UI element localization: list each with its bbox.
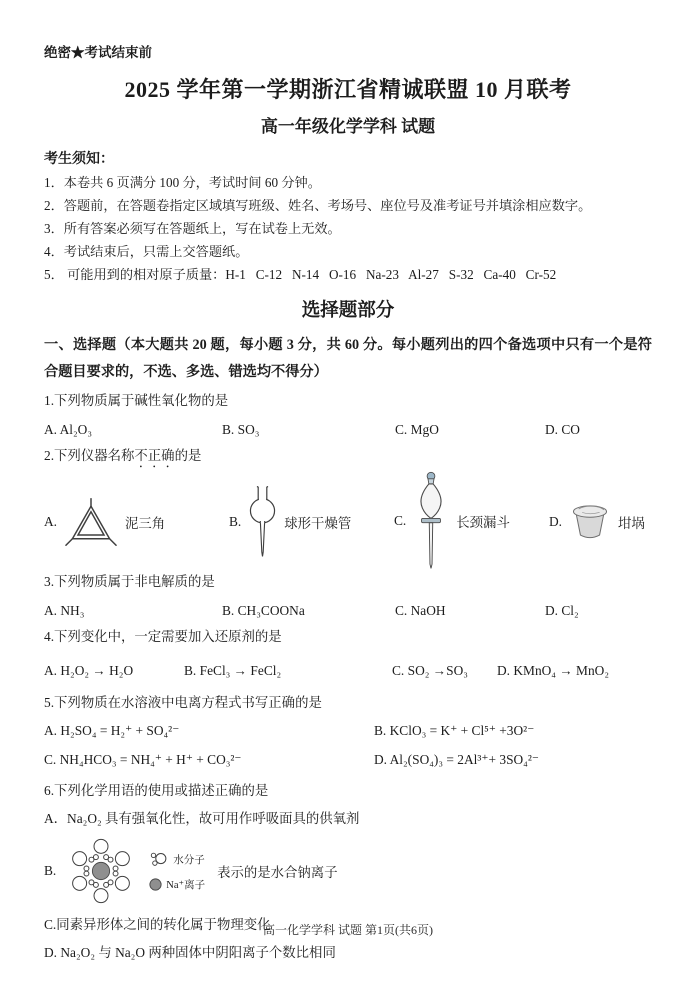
exam-title: 2025 学年第一学期浙江省精诚联盟 10 月联考 (124, 77, 572, 102)
q6-b-caption: 表示的是水合钠离子 (217, 864, 338, 880)
classification-banner: 绝密★考试结束前 (44, 45, 152, 60)
instrument-name: 泥三角 (125, 515, 166, 531)
q4-option-a: A. H₂O₂ → H₂O (44, 663, 134, 678)
notice-item-5: 5． 可能用到的相对原子质量：H-1 C-12 N-14 O-16 Na-23 Al-27 S-32 Ca-40 Cr-52 (44, 267, 557, 282)
notice-item-4: 4．考试结束后，只需上交答题纸。 (44, 244, 249, 259)
question-3-options (44, 600, 652, 622)
section-intro: 一、选择题（本大题共 20 题，每小题 3 分，共 60 分。每小题列出的四个备选项中只有一个是符合题目要求的，不选、多选、错选均不得分） (44, 337, 652, 380)
water-molecule-icon (148, 851, 170, 868)
notice-item-1: 1．本卷共 6 页满分 100 分，考试时间 60 分钟。 (44, 175, 321, 190)
q2-stem-emphasis: 不正确 (134, 448, 175, 463)
question-3-stem: 3.下列物质属于非电解质的是 (44, 574, 215, 589)
q5-option-b: B. KClO₃ = K⁺ + Cl⁵⁺ +3O²⁻ (374, 723, 535, 738)
question-5-stem: 5.下列物质在水溶液中电离方程式书写正确的是 (44, 695, 322, 710)
q6-option-c: C.同素异形体之间的转化属于物理变化 (44, 917, 271, 932)
q2-option-d (549, 502, 652, 542)
q2-option-a (44, 496, 229, 548)
notice-item-2: 2．答题前，在答题卷指定区域填写班级、姓名、考场号、座位号及准考证号并填涂相应数字。 (44, 198, 592, 213)
question-1-options (44, 419, 652, 441)
q4-option-b: B. FeCl₃ → FeCl₂ (184, 663, 282, 678)
legend-sodium-ion (148, 877, 205, 892)
q6-option-a: A．Na₂O₂ 具有强氧化性，故可用作呼吸面具的供氧剂 (44, 811, 360, 826)
q3-option-b: B. CH₃COONa (222, 603, 305, 618)
clay-triangle-icon (63, 496, 119, 548)
page-footer: 高一化学学科 试题 第1页(共6页) (263, 923, 433, 937)
q1-option-c: C. MgO (395, 422, 439, 437)
question-4-stem: 4.下列变化中，一定需要加入还原剂的是 (44, 629, 282, 644)
q2-letter-c: C. (394, 513, 407, 528)
legend-ion-label: Na⁺离子 (166, 879, 206, 891)
q6-letter-b: B. (44, 863, 57, 878)
question-1-stem: 1.下列物质属于碱性氧化物的是 (44, 393, 229, 408)
question-4-options (44, 660, 652, 682)
separating-funnel-icon (412, 471, 450, 571)
q6-option-d: D. Na₂O₂ 与 Na₂O 两种固体中阴阳离子个数比相同 (44, 945, 336, 960)
question-2-options (44, 473, 652, 567)
q4-option-d: D. KMnO₄ → MnO₂ (497, 663, 610, 678)
q2-option-b (229, 485, 394, 559)
hydrated-ion-diagram (64, 834, 138, 908)
question-5-options (44, 720, 652, 771)
q5-option-d: D. Al₂(SO₄)₃ = 2Al³⁺+ 3SO₄²⁻ (374, 752, 539, 767)
q3-option-c: C. NaOH (395, 603, 446, 618)
q1-option-b: B. SO₃ (222, 422, 260, 437)
crucible-icon (568, 502, 612, 542)
legend-water-label: 水分子 (173, 854, 205, 866)
sodium-ion-icon (148, 877, 163, 892)
q1-option-a: A. Al₂O₃ (44, 422, 93, 437)
q2-option-c (394, 471, 549, 571)
q2-letter-b: B. (229, 514, 242, 529)
q3-option-d: D. Cl₂ (545, 603, 579, 618)
instrument-name: 长颈漏斗 (456, 514, 510, 530)
instrument-name: 坩埚 (618, 515, 645, 531)
q2-stem-suffix: 的是 (174, 448, 202, 463)
exam-subtitle: 高一年级化学学科 试题 (260, 117, 436, 136)
drying-tube-icon (247, 485, 278, 559)
q5-option-c: C. NH₄HCO₃ = NH₄⁺ + H⁺ + CO₃²⁻ (44, 752, 242, 767)
notice-heading: 考生须知： (44, 152, 114, 167)
question-6-stem: 6.下列化学用语的使用或描述正确的是 (44, 783, 269, 798)
q2-letter-d: D. (549, 514, 563, 529)
diagram-legend (148, 851, 205, 892)
q5-option-a: A. H₂SO₄ = H₂⁺ + SO₄²⁻ (44, 723, 180, 738)
q6-option-b (44, 834, 652, 908)
question-2-stem (44, 445, 652, 471)
instrument-name: 球形干燥管 (284, 515, 352, 531)
section-title: 选择题部分 (301, 301, 395, 321)
legend-water-molecule (148, 851, 205, 868)
q3-option-a: A. NH₃ (44, 603, 85, 618)
notice-item-3: 3．所有答案必须写在答题纸上，写在试卷上无效。 (44, 221, 341, 236)
q1-option-d: D. CO (545, 422, 580, 437)
q4-option-c: C. SO₂ →SO₃ (392, 663, 468, 678)
q2-letter-a: A. (44, 514, 58, 529)
q2-stem-prefix: 2.下列仪器名称 (44, 448, 135, 463)
